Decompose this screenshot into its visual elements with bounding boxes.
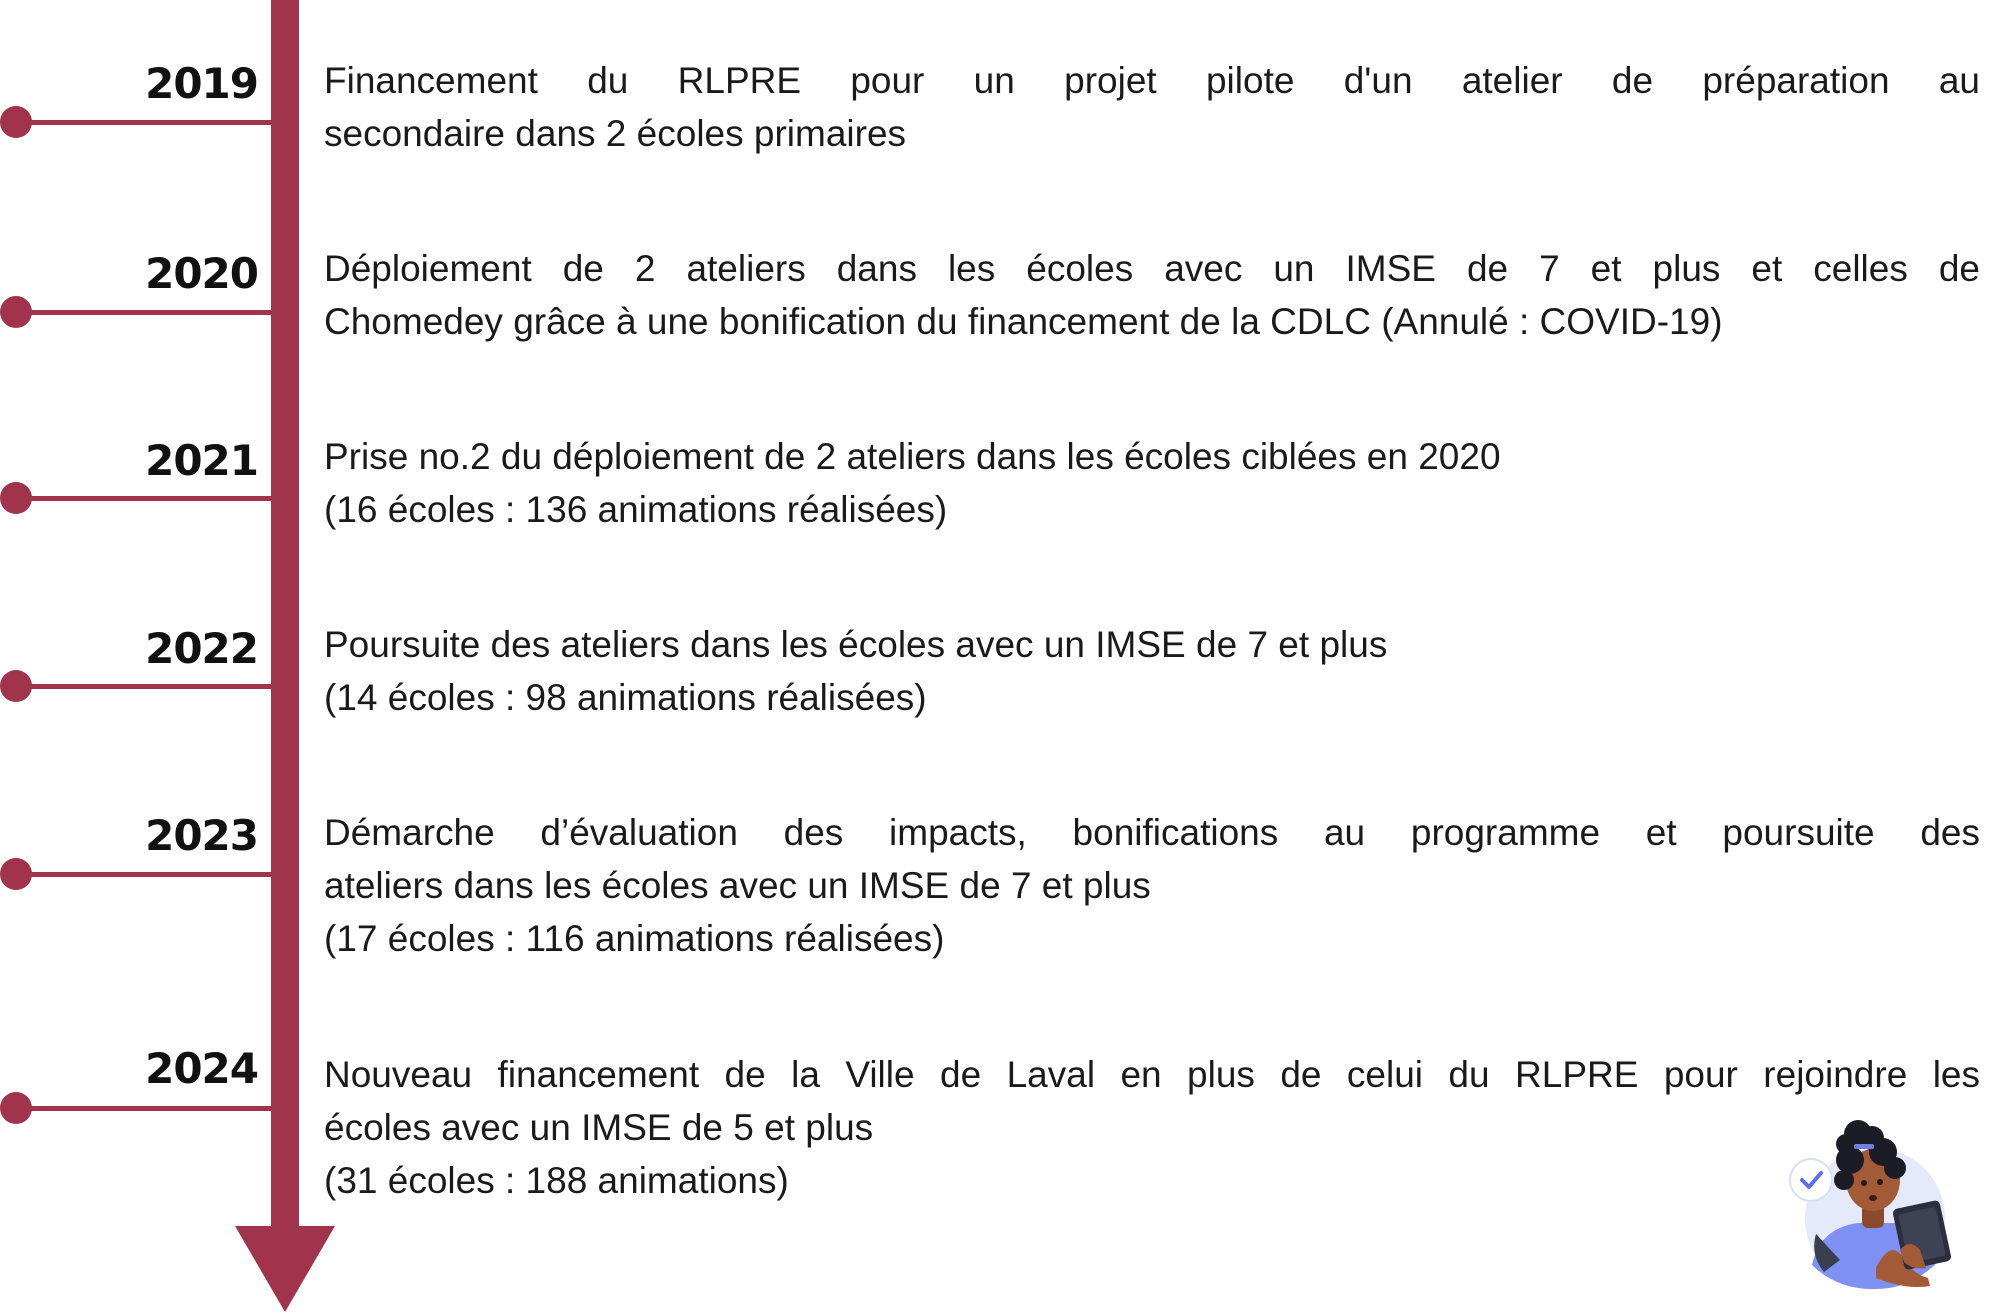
- description-line: Démarche d’évaluation des impacts, bonifications au programme et poursuite des: [324, 812, 1980, 853]
- timeline-connector: [16, 1106, 272, 1111]
- year-label: 2020: [145, 249, 258, 298]
- timeline-connector: [16, 684, 272, 689]
- description-line: Prise no.2 du déploiement de 2 ateliers dans les écoles ciblées en 2020: [324, 436, 1501, 477]
- description-line: (31 écoles : 188 animations): [324, 1160, 789, 1201]
- entry-description: [324, 618, 1980, 724]
- description-line: Chomedey grâce à une bonification du financement de la CDLC (Annulé : COVID-19): [324, 301, 1723, 342]
- entry-description: [324, 54, 1980, 160]
- description-line: (16 écoles : 136 animations réalisées): [324, 489, 948, 530]
- timeline-connector: [16, 120, 272, 125]
- timeline-dot: [0, 296, 32, 328]
- timeline-dot: [0, 1092, 32, 1124]
- timeline-connector: [16, 310, 272, 315]
- entry-description: [324, 430, 1980, 536]
- timeline-arrowhead: [235, 1226, 335, 1312]
- timeline-dot: [0, 670, 32, 702]
- timeline-dot: [0, 858, 32, 890]
- year-label: 2024: [145, 1044, 258, 1093]
- description-line: ateliers dans les écoles avec un IMSE de 7 et plus: [324, 865, 1151, 906]
- description-line: (14 écoles : 98 animations réalisées): [324, 677, 927, 718]
- timeline-connector: [16, 496, 272, 501]
- timeline-dot: [0, 482, 32, 514]
- year-label: 2021: [145, 436, 258, 485]
- description-line: Nouveau financement de la Ville de Laval en plus de celui du RLPRE pour rejoindre les: [324, 1054, 1980, 1095]
- description-line: Financement du RLPRE pour un projet pilote d'un atelier de préparation au: [324, 60, 1980, 101]
- description-line: écoles avec un IMSE de 5 et plus: [324, 1107, 874, 1148]
- person-with-tablet-illustration: [1780, 1100, 1970, 1290]
- year-label: 2019: [145, 59, 258, 108]
- year-label: 2022: [145, 624, 258, 673]
- year-label: 2023: [145, 811, 258, 860]
- description-line: Déploiement de 2 ateliers dans les écoles avec un IMSE de 7 et plus et celles de: [324, 248, 1980, 289]
- checkmark-bubble-icon: [1790, 1159, 1832, 1201]
- timeline-connector: [16, 872, 272, 877]
- timeline-dot: [0, 106, 32, 138]
- description-line: secondaire dans 2 écoles primaires: [324, 113, 907, 154]
- entry-description: [324, 806, 1980, 965]
- entry-description: [324, 242, 1980, 348]
- entry-description: [324, 1048, 1980, 1207]
- timeline-axis: [271, 0, 299, 1232]
- description-line: Poursuite des ateliers dans les écoles avec un IMSE de 7 et plus: [324, 624, 1388, 665]
- description-line: (17 écoles : 116 animations réalisées): [324, 918, 945, 959]
